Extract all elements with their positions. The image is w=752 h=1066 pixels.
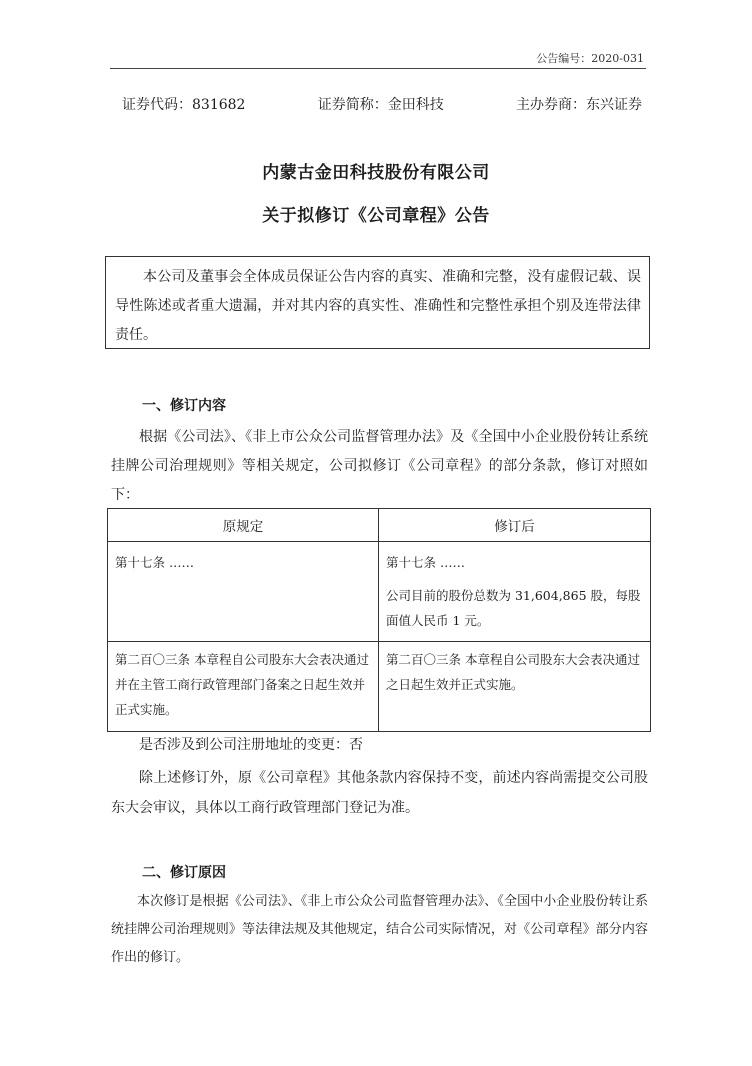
header-revised: 修订后 (379, 509, 651, 542)
table-header-row (108, 509, 651, 542)
revised-clause-text: 第二百〇三条 本章程自公司股东大会表决通过之日起生效并正式实施。 (386, 652, 640, 692)
security-info-row (122, 94, 642, 114)
revised-clause-text: 公司目前的股份总数为 31,604,865 股，每股面值人民币 1 元。 (386, 588, 641, 628)
table-row (108, 642, 651, 732)
revision-intro-paragraph: 根据《公司法》、《非上市公众公司监督管理办法》及《全国中小企业股份转让系统挂牌公司治理规则》等相关规定，公司拟修订《公司章程》的部分条款，修订对照如下： (111, 429, 648, 503)
header-original: 原规定 (108, 509, 379, 542)
revised-clause-heading: 第十七条 …… (386, 555, 465, 570)
security-code: 证券代码：831682 (122, 97, 246, 113)
section-title-revision-content: 一、修订内容 (142, 398, 226, 414)
original-clause-text: 第十七条 …… (115, 555, 194, 570)
header-divider (110, 68, 646, 69)
announcement-title: 关于拟修订《公司章程》公告 (262, 206, 490, 226)
original-clause-cell (108, 642, 379, 732)
revision-comparison-table (107, 508, 651, 732)
address-change-statement: 是否涉及到公司注册地址的变更：否 (139, 737, 363, 753)
original-clause-text: 第二百〇三条 本章程自公司股东大会表决通过并在主管工商行政管理部门备案之日起生效并正式实施。 (115, 652, 369, 717)
board-guarantee-notice: 本公司及董事会全体成员保证公告内容的真实、准确和完整，没有虚假记载、误导性陈述或者重大遗漏，并对其内容的真实性、准确性和完整性承担个别及连带法律责任。 (105, 256, 650, 349)
revision-reason-paragraph: 本次修订是根据《公司法》、《非上市公众公司监督管理办法》、《全国中小企业股份转让系统挂牌公司治理规则》等法律法规及其他规定，结合公司实际情况，对《公司章程》部分内容作出的修订。 (111, 894, 648, 965)
company-name-title: 内蒙古金田科技股份有限公司 (262, 163, 490, 183)
revision-closing-paragraph: 除上述修订外，原《公司章程》其他条款内容保持不变，前述内容尚需提交公司股东大会审议，具体以工商行政管理部门登记为准。 (111, 770, 648, 816)
table-row (108, 542, 651, 642)
revised-clause-cell (379, 642, 651, 732)
section-title-revision-reason: 二、修订原因 (142, 865, 226, 881)
revised-clause-cell (379, 542, 651, 642)
sponsor-broker: 主办券商：东兴证券 (515, 97, 642, 113)
original-clause-cell (108, 542, 379, 642)
security-short-name: 证券简称：金田科技 (317, 97, 444, 113)
announcement-number: 公告编号：2020-031 (536, 52, 644, 65)
